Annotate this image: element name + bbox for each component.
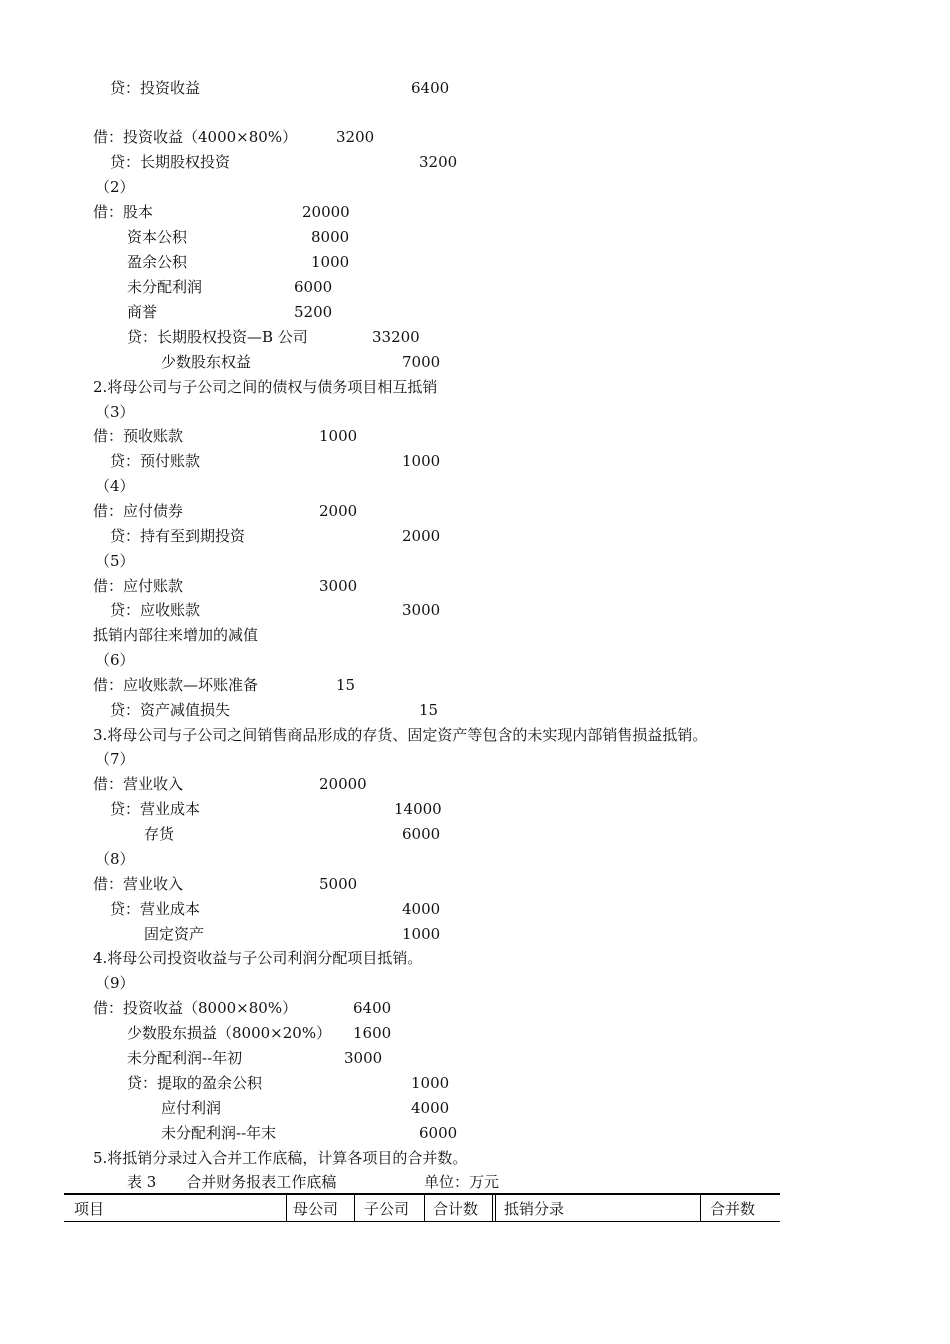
line-amount: 2000 <box>319 502 358 520</box>
line-amount: 3000 <box>319 577 358 595</box>
column-divider <box>700 1195 701 1221</box>
header-consolidated: 合并数 <box>710 1200 756 1218</box>
line-amount: 6000 <box>402 825 441 843</box>
line-text: 借：股本 <box>93 203 154 221</box>
line-amount: 14000 <box>394 800 442 818</box>
line-text: 未分配利润--年末 <box>161 1124 277 1142</box>
entry-number: （8） <box>95 850 135 868</box>
section-heading: 3.将母公司与子公司之间销售商品形成的存货、固定资产等包含的未实现内部销售损益抵销。 <box>93 726 708 744</box>
line-text: 贷：提取的盈余公积 <box>127 1074 263 1092</box>
line-amount: 1000 <box>311 253 350 271</box>
header-subsidiary: 子公司 <box>364 1200 410 1218</box>
table-header-bottom-border <box>64 1221 780 1222</box>
line-text: 商誉 <box>127 303 158 321</box>
line-amount: 15 <box>336 676 356 694</box>
line-amount: 5000 <box>319 875 358 893</box>
line-text: 借：营业收入 <box>93 775 184 793</box>
line-text: 贷：投资收益 <box>110 79 201 97</box>
section-heading: 4.将母公司投资收益与子公司利润分配项目抵销。 <box>93 949 423 967</box>
line-amount: 6000 <box>294 278 333 296</box>
line-amount: 6400 <box>353 999 392 1017</box>
line-amount: 1000 <box>402 452 441 470</box>
line-amount: 3200 <box>419 153 458 171</box>
table-top-border <box>64 1193 780 1195</box>
line-text: 借：投资收益（4000×80%） <box>93 128 298 146</box>
column-divider <box>424 1195 425 1221</box>
section-heading: 抵销内部往来增加的减值 <box>93 626 259 644</box>
line-text: 贷：预付账款 <box>110 452 201 470</box>
line-amount: 20000 <box>319 775 367 793</box>
entry-number: （6） <box>95 651 135 669</box>
line-text: 少数股东权益 <box>161 353 252 371</box>
line-amount: 3200 <box>336 128 375 146</box>
line-amount: 1000 <box>411 1074 450 1092</box>
header-total: 合计数 <box>433 1200 479 1218</box>
line-amount: 7000 <box>402 353 441 371</box>
table-unit: 单位：万元 <box>424 1173 500 1191</box>
line-text: 贷：营业成本 <box>110 800 201 818</box>
line-text: 未分配利润 <box>127 278 203 296</box>
line-amount: 3000 <box>344 1049 383 1067</box>
column-divider <box>286 1195 287 1221</box>
table-caption: 表 3 合并财务报表工作底稿 <box>127 1173 337 1191</box>
line-amount: 1000 <box>402 925 441 943</box>
header-item: 项目 <box>74 1200 105 1218</box>
line-text: 固定资产 <box>144 925 205 943</box>
line-text: 未分配利润--年初 <box>127 1049 243 1067</box>
line-amount: 2000 <box>402 527 441 545</box>
line-amount: 4000 <box>411 1099 450 1117</box>
entry-number: （5） <box>95 552 135 570</box>
line-text: 借：应收账款—坏账准备 <box>93 676 259 694</box>
line-text: 存货 <box>144 825 175 843</box>
entry-number: （3） <box>95 403 135 421</box>
line-text: 贷：长期股权投资—B 公司 <box>127 328 308 346</box>
line-text: 借：预收账款 <box>93 427 184 445</box>
line-text: 资本公积 <box>127 228 188 246</box>
line-amount: 1600 <box>353 1024 392 1042</box>
column-divider <box>354 1195 355 1221</box>
column-divider <box>495 1195 496 1221</box>
line-text: 盈余公积 <box>127 253 188 271</box>
line-amount: 3000 <box>402 601 441 619</box>
line-text: 贷：应收账款 <box>110 601 201 619</box>
line-text: 贷：持有至到期投资 <box>110 527 246 545</box>
line-amount: 20000 <box>302 203 350 221</box>
line-amount: 4000 <box>402 900 441 918</box>
line-text: 借：应付债券 <box>93 502 184 520</box>
section-heading: 2.将母公司与子公司之间的债权与债务项目相互抵销 <box>93 378 438 396</box>
line-text: 应付利润 <box>161 1099 222 1117</box>
line-text: 少数股东损益（8000×20%） <box>127 1024 332 1042</box>
line-amount: 8000 <box>311 228 350 246</box>
line-text: 借：营业收入 <box>93 875 184 893</box>
line-amount: 1000 <box>319 427 358 445</box>
entry-number: （7） <box>95 750 135 768</box>
line-text: 贷：营业成本 <box>110 900 201 918</box>
entry-number: （4） <box>95 477 135 495</box>
header-elimination: 抵销分录 <box>504 1200 565 1218</box>
line-amount: 33200 <box>372 328 420 346</box>
section-heading: 5.将抵销分录过入合并工作底稿，计算各项目的合并数。 <box>93 1149 468 1167</box>
line-text: 借：投资收益（8000×80%） <box>93 999 298 1017</box>
line-amount: 6000 <box>419 1124 458 1142</box>
column-divider <box>492 1195 493 1221</box>
header-parent: 母公司 <box>293 1200 339 1218</box>
line-text: 贷：长期股权投资 <box>110 153 231 171</box>
line-amount: 5200 <box>294 303 333 321</box>
line-amount: 15 <box>419 701 439 719</box>
line-text: 借：应付账款 <box>93 577 184 595</box>
entry-number: （9） <box>95 974 135 992</box>
entry-number: （2） <box>95 178 135 196</box>
line-text: 贷：资产减值损失 <box>110 701 231 719</box>
line-amount: 6400 <box>411 79 450 97</box>
